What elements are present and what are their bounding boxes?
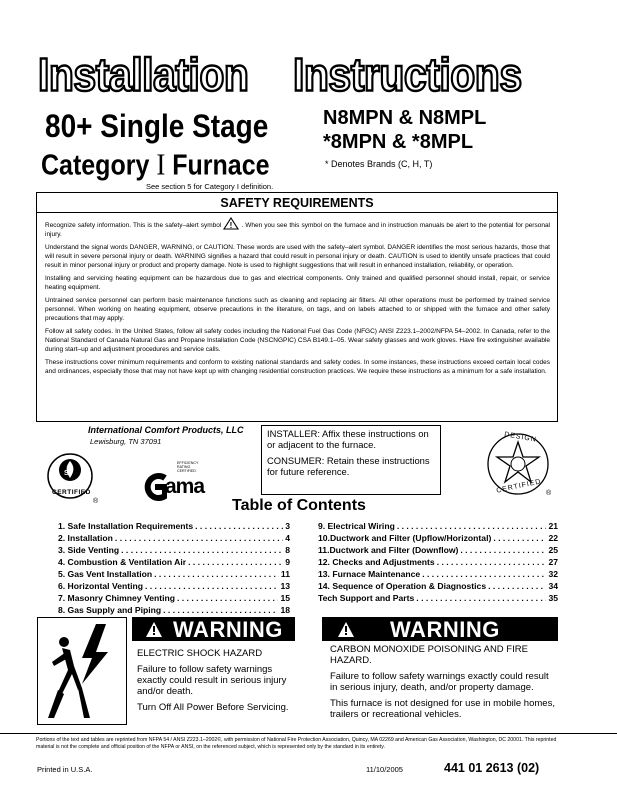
warning-right-note: This furnace is not designed for use in mobile homes, trailers or recreational vehicles. [330,698,555,720]
toc-leader-dots [195,521,283,531]
toc-entry[interactable] [318,593,558,603]
toc-entry[interactable] [318,545,558,555]
gama-text: ama [165,475,205,498]
toc-entry-label: 2. Installation [58,533,113,543]
safety-paragraph-1 [45,217,550,239]
installer-consumer-notice [261,425,441,495]
toc-entry[interactable] [58,581,290,591]
toc-entry[interactable] [58,569,290,579]
toc-entry-label: 14. Sequence of Operation & Diagnostics [318,581,487,591]
warning-left-text: Failure to follow safety warnings exactly could result in serious injury and/or death. [137,664,287,697]
toc-entry[interactable] [58,533,290,543]
safety-alert-icon [223,217,239,230]
toc-leader-dots [416,593,546,603]
toc-entry-page: 22 [548,533,558,543]
toc-entry-label: 6. Horizontal Venting [58,581,143,591]
csa-registered: ® [93,498,99,505]
subtitle-category-roman: I [156,147,166,182]
title-installation: Installation [38,49,249,101]
subtitle-category-prefix: Category [41,149,157,182]
subtitle-single-stage: 80+ Single Stage [45,108,269,144]
company-location: Lewisburg, TN 37091 [90,437,162,446]
csa-label: CERTIFIED [52,489,91,496]
toc-entry-page: 4 [285,533,290,543]
warning-left-body [137,648,297,718]
footer-printed: Printed in U.S.A. [37,765,93,774]
gama-g-icon [143,472,167,502]
toc-entry-label: 1. Safe Installation Requirements [58,521,194,531]
toc-entry-page: 27 [548,557,558,567]
toc-leader-dots [397,521,547,531]
toc-entry-label: 9. Electrical Wiring [318,521,395,531]
toc-entry-label: 10.Ductwork and Filter (Upflow/Horizontal) [318,533,492,543]
toc-entry-label: 11.Ductwork and Filter (Downflow) [318,545,459,555]
title-instructions: Instructions [293,49,522,101]
subtitle-category [41,147,270,183]
safety-paragraph-3: Installing and servicing heating equipment can be hazardous due to gas and electrical components. Only trained and qualified personnel should install, repair, or service heating equipment. [45,275,550,291]
safety-paragraph-6: These instructions cover minimum requirements and conform to existing national standards and safety codes. In some instances, these instructions exceed certain local codes and ordinances, especially those that may not have kept up with changing residential construction practices. We require these instructions as a minimum for a safe installation. [45,359,550,375]
warning-right-body [330,644,556,725]
warning-right-hazard: CARBON MONOXIDE POISONING AND FIRE HAZARD. [330,644,528,666]
subtitle-category-suffix: Furnace [165,149,270,182]
toc-entry-page: 8 [285,545,290,555]
safety-paragraph-1a: Recognize safety information. This is the safety–alert symbol [45,222,222,229]
safety-heading: SAFETY REQUIREMENTS [37,193,557,213]
toc-entry[interactable] [58,557,290,567]
toc-entry-page: 34 [548,581,558,591]
toc-entry[interactable] [58,545,290,555]
toc-leader-dots [460,545,546,555]
toc-entry-page: 21 [548,521,558,531]
toc-entry-page: 11 [280,569,290,579]
warning-right-text: Failure to follow safety warnings exactly could result in serious injury, death, and/or property damage. [330,671,549,693]
warning-right-title: WARNING [390,617,500,642]
footer-legal: Portions of the text and tables are reprinted from NFPA 54 / ANSI Z223.1–2002©, with permission of National Fire Protection Association, Quincy, MA 02269 and American Gas Association, Washington, DC 20001. This reprinted material is not the complete and official position of the NFPA or ANSI, on the referenced subject, which is represented only by the standard in its entirety. [36,737,557,750]
toc-leader-dots [154,569,279,579]
toc-leader-dots [115,533,283,543]
toc-entry[interactable] [58,593,290,603]
toc-entry-label: 8. Gas Supply and Piping [58,605,162,615]
warning-left-action: Turn Off All Power Before Servicing. [137,702,289,713]
electric-shock-symbol-box [37,617,127,725]
toc-leader-dots [422,569,546,579]
safety-paragraph-1b: . When you see this symbol on the furnace and in instruction manuals be alert to the potential for personal injury. [45,222,551,238]
toc-entry-label: 13. Furnace Maintenance [318,569,421,579]
toc-entry-page: 13 [280,581,290,591]
warning-left-hazard: ELECTRIC SHOCK HAZARD [137,648,263,659]
gama-small-text: EFFICIENCY RATING CERTIFIED [177,461,199,473]
category-note: See section 5 for Category I definition. [146,182,274,191]
warning-left-title: WARNING [173,617,283,642]
toc-entry-label: Tech Support and Parts [318,593,415,603]
toc-leader-dots [488,581,546,591]
warning-left-alert-icon [145,621,163,638]
toc-leader-dots [163,605,278,615]
company-name: International Comfort Products, LLC [88,425,244,435]
toc-entry-page: 35 [548,593,558,603]
toc-entry[interactable] [58,521,290,531]
toc-entry[interactable] [318,557,558,567]
warning-right-alert-icon [337,621,355,638]
warning-left-header [132,617,295,641]
toc-entry[interactable] [318,569,558,579]
toc-leader-dots [121,545,283,555]
design-bottom-text: CERTIFIED [495,478,543,495]
toc-heading: Table of Contents [232,497,366,514]
models-line-2: *8MPN & *8MPL [323,131,474,153]
toc-entry[interactable] [318,521,558,531]
safety-paragraph-5: Follow all safety codes. In the United States, follow all safety codes including the National Fuel Gas Code (NFGC) ANSI Z223.1–2002/NFPA 54–2002. In Canada, refer to the National Standard of Canada Natural Gas and Propane Installation Code (NSCNGPIC) CSA B149.1–05. Wear safety glasses and work gloves. Have fire extinguisher available during start–up and adjustment procedures and service calls. [45,328,550,353]
toc-leader-dots [493,533,546,543]
brands-note: * Denotes Brands (C, H, T) [325,159,433,169]
design-certified-logo [482,428,554,500]
footer-date: 11/10/2005 [366,765,403,774]
safety-paragraph-4: Untrained service personnel can perform basic maintenance functions such as cleaning and replacing air filters. All other operations must be performed by trained service personnel. When working on heating equipment, observe precautions in the literature, on tags, and on labels attached to or shipped with the furnace and other safety precautions that may apply. [45,297,550,322]
installer-notice: INSTALLER: Affix these instructions on or adjacent to the furnace. [267,428,429,450]
design-registered: ® [546,490,552,497]
toc-entry[interactable] [318,533,558,543]
electric-shock-icon [38,618,126,724]
toc-leader-dots [188,557,283,567]
toc-entry-label: 12. Checks and Adjustments [318,557,435,567]
toc-entry-label: 7. Masonry Chimney Venting [58,593,175,603]
toc-entry-label: 5. Gas Vent Installation [58,569,153,579]
toc-entry-page: 15 [280,593,290,603]
safety-paragraph-2: Understand the signal words DANGER, WARNING, or CAUTION. These words are used with the safety–alert symbol. DANGER identifies the most serious hazards, those that will result in severe personal injury or death. WARNING signifies a hazard that could result in personal injury or death. CAUTION is used to identify unsafe practices that could result in minor personal injury or product and property damage. Note is used to highlight suggestions that will result in enhanced installation, reliability, or operation. [45,244,550,269]
toc-entry-page: 9 [285,557,290,567]
safety-body [37,213,557,376]
toc-leader-dots [437,557,547,567]
csa-certified-logo [40,452,110,508]
svg-text:!: ! [230,221,233,230]
safety-requirements-box [36,192,558,422]
toc-entry-page: 3 [285,521,290,531]
toc-leader-dots [177,593,278,603]
toc-leader-dots [145,581,278,591]
svg-text:S: S [64,470,69,477]
gama-logo [143,459,203,507]
consumer-notice: CONSUMER: Retain these instructions for future reference. [267,455,430,477]
models-line-1: N8MPN & N8MPL [323,107,487,129]
toc-entry-page: 25 [548,545,558,555]
design-top-text: DESIGN [503,431,538,444]
footer-divider [0,733,617,734]
toc-entry-label: 4. Combustion & Ventilation Air [58,557,187,567]
toc-entry-page: 18 [280,605,290,615]
toc-entry[interactable] [318,581,558,591]
warning-right-header [322,617,558,641]
toc-entry[interactable] [58,605,290,615]
toc-entry-page: 32 [548,569,558,579]
footer-part-number: 441 01 2613 (02) [444,761,540,775]
toc-entry-label: 3. Side Venting [58,545,120,555]
